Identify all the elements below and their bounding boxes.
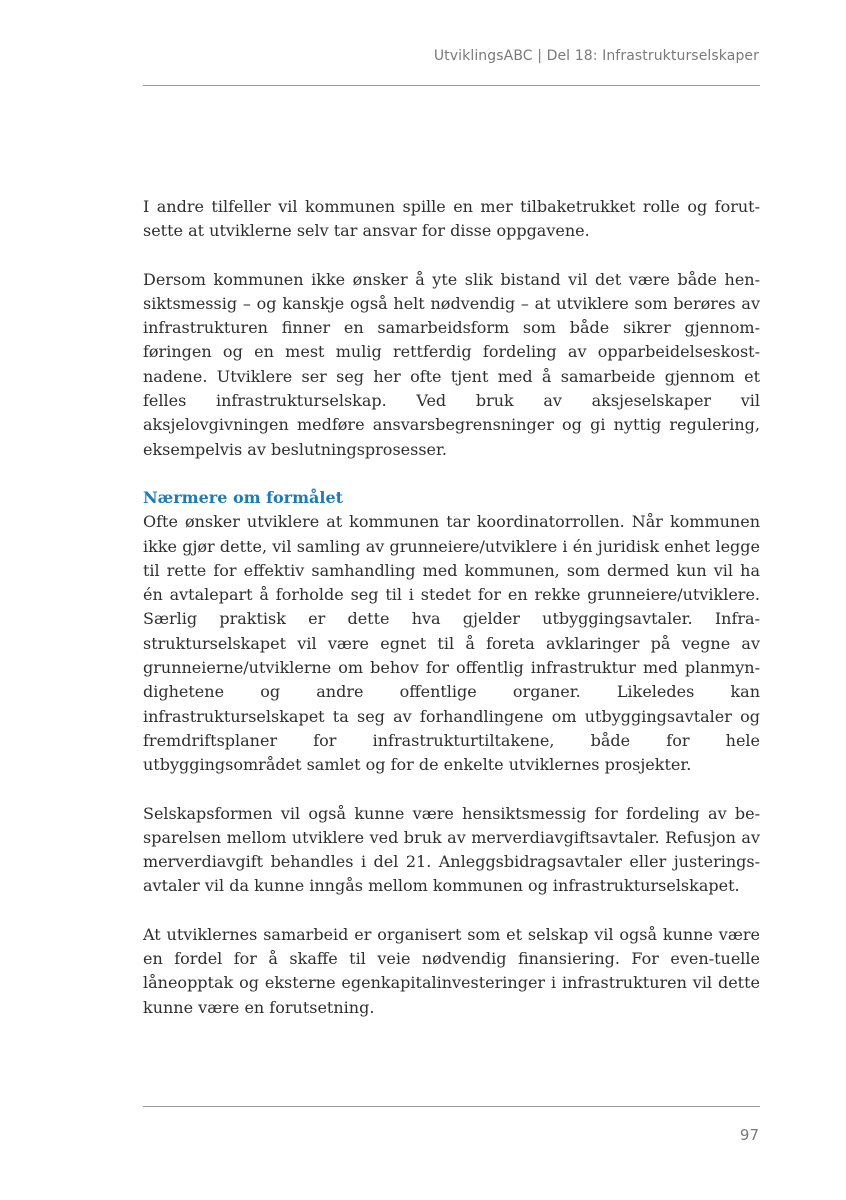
header-rule <box>143 85 760 86</box>
running-header: UtviklingsABC | Del 18: Infrastrukturselskaper <box>433 48 759 64</box>
body-paragraph: Ofte ønsker utviklere at kommunen tar koordinatorrollen. Når kommunen ikke gjør dette, vil samling av grunneiere/utviklere i én juridisk enhet legge til rette for effektiv samhandling med kommunen, som dermed kun vil ha én avtalepart å forholde seg til i stedet for en rekke grunneiere/utviklere. Særlig praktisk er dette hva gjelder utbyggingsavtaler. Infra-strukturselskapet vil være egnet til å foreta avklaringer på vegne av grunneierne/utviklerne om behov for offentlig infrastruktur med planmyn-dighetene og andre offentlige organer. Likeledes kan infrastrukturselskapet ta seg av forhandlingene om utbyggingsavtaler og fremdriftsplaner for infrastrukturtiltakene, både for hele utbyggingsområdet samlet og for de enkelte utviklernes prosjekter. <box>143 512 760 775</box>
footer-rule <box>143 1106 760 1107</box>
body-paragraph: Selskapsformen vil også kunne være hensiktsmessig for fordeling av be-sparelsen mellom utviklere ved bruk av merverdiavgiftsavtaler. Refusjon av merverdiavgift behandles i del 21. Anleggsbidragsavtaler eller justerings-avtaler vil da kunne inngås mellom kommunen og infrastrukturselskapet. <box>143 803 760 896</box>
body-paragraph: I andre tilfeller vil kommunen spille en mer tilbaketrukket rolle og forut-sette at utviklerne selv tar ansvar for disse oppgavene. <box>143 197 760 241</box>
body-paragraph: Dersom kommunen ikke ønsker å yte slik bistand vil det være både hen-siktsmessig – og kanskje også helt nødvendig – at utviklere som berøres av infrastrukturen finner en samarbeidsform som både sikrer gjennom-føringen og en mest mulig rettferdig fordeling av opparbeidelseskost-nadene. Utviklere ser seg her ofte tjent med å samarbeide gjennom et felles infrastrukturselskap. Ved bruk av aksjeselskaper vil aksjelovgivningen medføre ansvarsbegrensninger og gi nyttig regulering, eksempelvis av beslutningsprosesser. <box>143 269 760 459</box>
page-body <box>143 195 760 1044</box>
body-paragraph: At utviklernes samarbeid er organisert som et selskap vil også kunne være en fordel for å skaffe til veie nødvendig finansiering. For even-tuelle låneopptak og eksterne egenkapitalinvesteringer i infrastrukturen vil dette kunne være en forutsetning. <box>143 924 760 1017</box>
page-number: 97 <box>739 1126 759 1144</box>
section-heading: Nærmere om formålet <box>143 487 344 507</box>
